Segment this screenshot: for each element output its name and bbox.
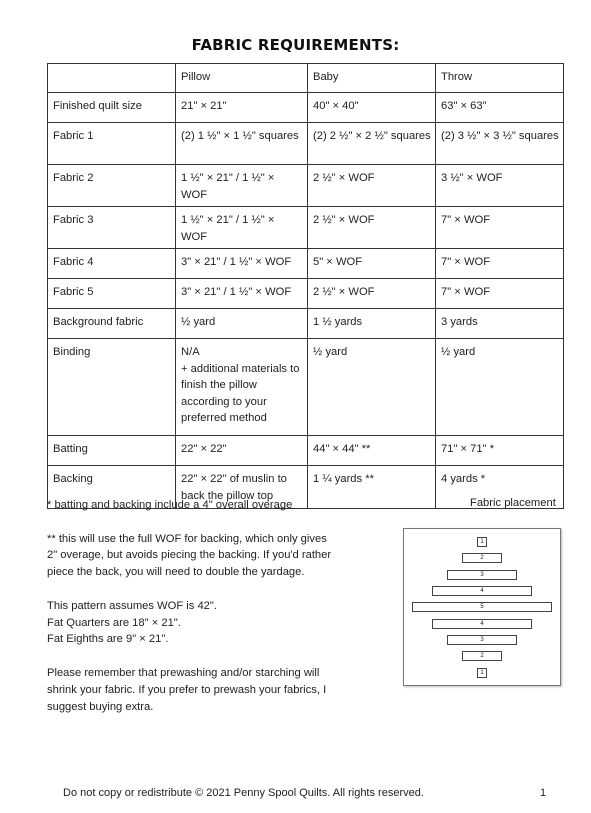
fabric-requirements-table [47, 63, 564, 509]
table-row [48, 309, 564, 339]
table-cell: 1 ¼ yards ** [308, 466, 436, 509]
row-label: Background fabric [48, 309, 176, 339]
note-full-wof: ** this will use the full WOF for backing, which only gives 2" overage, but avoids piecing the backing. If you'd rather piece the back, you will need to double the yardage. [47, 532, 332, 579]
table-cell: 63" × 63" [436, 93, 564, 123]
table-cell: 21" × 21" [176, 93, 308, 123]
note-wof-sizes [47, 598, 337, 648]
placement-strip-5: 5 [412, 602, 552, 612]
header-cell-pillow: Pillow [176, 64, 308, 93]
row-label: Finished quilt size [48, 93, 176, 123]
note-prewash: Please remember that prewashing and/or starching will shrink your fabric. If you prefer to prewash your fabrics, I suggest buying extra. [47, 666, 327, 713]
table-cell: ½ yard [436, 339, 564, 436]
table-cell: 22" × 22" of muslin to back the pillow top [176, 466, 308, 509]
table-row [48, 249, 564, 279]
table-cell: 71" × 71" * [436, 436, 564, 466]
note-batting-backing: * batting and backing include a 4" overall overage [47, 499, 293, 511]
table-cell: 7" × WOF [436, 279, 564, 309]
table-cell: (2) 1 ½" × 1 ½" squares [176, 123, 308, 165]
table-cell: 3 ½" × WOF [436, 165, 564, 207]
table-cell: 2 ½" × WOF [308, 207, 436, 249]
placement-strip-4: 4 [432, 586, 532, 596]
notes-section [47, 497, 337, 732]
note-fat-eighths: Fat Eighths are 9" × 21". [47, 633, 169, 646]
table-cell: 22" × 22" [176, 436, 308, 466]
header-cell-baby: Baby [308, 64, 436, 93]
table-cell: (2) 2 ½" × 2 ½" squares [308, 123, 436, 165]
placement-strip-2: 2 [462, 651, 502, 661]
placement-strip-2: 2 [462, 553, 502, 563]
fabric-placement-label: Fabric placement [470, 497, 556, 509]
placement-strip-3: 3 [447, 635, 517, 645]
table-cell: 5" × WOF [308, 249, 436, 279]
table-cell: 2 ½" × WOF [308, 279, 436, 309]
placement-strip-1: 1 [477, 537, 487, 547]
table-row [48, 93, 564, 123]
table-cell: 2 ½" × WOF [308, 165, 436, 207]
row-label: Fabric 4 [48, 249, 176, 279]
table-cell: 3" × 21" / 1 ½" × WOF [176, 279, 308, 309]
table-cell: 7" × WOF [436, 249, 564, 279]
table-cell: 3" × 21" / 1 ½" × WOF [176, 249, 308, 279]
table-cell: 44" × 44" ** [308, 436, 436, 466]
table-cell: 4 yards * [436, 466, 564, 509]
placement-strip-1: 1 [477, 668, 487, 678]
table-row [48, 207, 564, 249]
table-cell: 1 ½ yards [308, 309, 436, 339]
table-cell: ½ yard [308, 339, 436, 436]
header-cell-throw: Throw [436, 64, 564, 93]
row-label: Fabric 1 [48, 123, 176, 165]
note-wof: This pattern assumes WOF is 42". [47, 599, 217, 612]
table-row [48, 279, 564, 309]
row-label: Binding [48, 339, 176, 436]
row-label: Fabric 5 [48, 279, 176, 309]
table-row [48, 339, 564, 436]
table-row [48, 165, 564, 207]
table-cell: 1 ½" × 21" / 1 ½" × WOF [176, 165, 308, 207]
copyright-footer: Do not copy or redistribute © 2021 Penny Spool Quilts. All rights reserved. [63, 787, 424, 799]
row-label: Fabric 2 [48, 165, 176, 207]
row-label: Batting [48, 436, 176, 466]
note-fat-quarters: Fat Quarters are 18" × 21". [47, 616, 181, 629]
table-row [48, 123, 564, 165]
row-label: Fabric 3 [48, 207, 176, 249]
table-row [48, 436, 564, 466]
page-number: 1 [540, 787, 547, 799]
placement-strip-4: 4 [432, 619, 532, 629]
page-title: FABRIC REQUIREMENTS: [191, 36, 400, 54]
table-cell: 1 ½" × 21" / 1 ½" × WOF [176, 207, 308, 249]
table-cell: N/A + additional materials to finish the pillow according to your preferred method [176, 339, 308, 436]
table-cell: 40" × 40" [308, 93, 436, 123]
table-cell: (2) 3 ½" × 3 ½" squares [436, 123, 564, 165]
table-header-row [48, 64, 564, 93]
header-cell [48, 64, 176, 93]
table-cell: ½ yard [176, 309, 308, 339]
fabric-placement-diagram [403, 528, 561, 686]
placement-strip-3: 3 [447, 570, 517, 580]
table-cell: 3 yards [436, 309, 564, 339]
row-label: Backing [48, 466, 176, 509]
table-cell: 7" × WOF [436, 207, 564, 249]
